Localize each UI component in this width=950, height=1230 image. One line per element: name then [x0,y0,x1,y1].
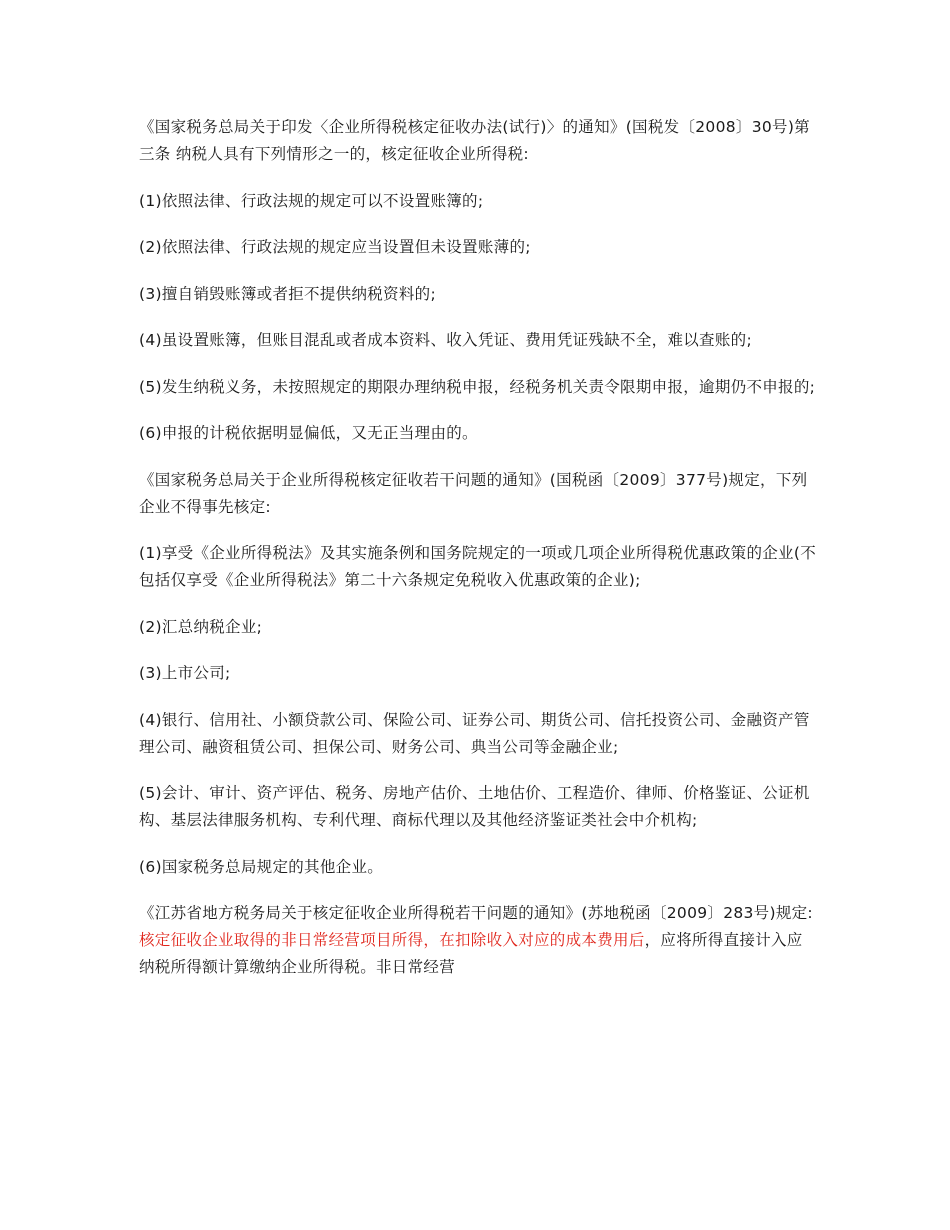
paragraph-guoshuifa-2008-30: 《国家税务总局关于印发〈企业所得税核定征收办法(试行)〉的通知》(国税发〔2008〕30号)第三条 纳税人具有下列情形之一的，核定征收企业所得税: [139,118,810,163]
document-page [139,114,817,1001]
list-item-4: (4)虽设置账簿，但账目混乱或者成本资料、收入凭证、费用凭证残缺不全，难以查账的; [139,331,752,349]
list-item-3: (3)擅自销毁账簿或者拒不提供纳税资料的; [139,284,436,303]
paragraph-guoshuihan-2009-377: 《国家税务总局关于企业所得税核定征收若干问题的通知》(国税函〔2009〕377号)规定，下列企业不得事先核定: [139,470,808,516]
list-item-6: (6)国家税务总局规定的其他企业。 [139,857,384,876]
paragraph-tail-text: ，应将所得直接计入应纳税所得额计算缴纳企业所得税。非日常经营 [139,931,803,976]
list-item-4: (4)银行、信用社、小额贷款公司、保险公司、证券公司、期货公司、信托投资公司、金融资产管理公司、融资租赁公司、担保公司、财务公司、典当公司等金融企业; [139,710,810,756]
list-item-5: (5)发生纳税义务，未按照规定的期限办理纳税申报，经税务机关责令限期申报，逾期仍不申报的; [139,377,816,396]
list-item-2: (2)汇总纳税企业; [139,617,263,636]
list-item-3: (3)上市公司; [139,664,231,682]
list-item-1: (1)依照法律、行政法规的规定可以不设置账簿的; [139,191,484,210]
paragraph-sudishuihan-2009-283 [139,900,817,981]
paragraph-lead-text: 《江苏省地方税务局关于核定征收企业所得税若干问题的通知》(苏地税函〔2009〕283号)规定: [139,904,813,922]
highlighted-text: 核定征收企业取得的非日常经营项目所得，在扣除收入对应的成本费用后 [139,931,645,949]
list-item-2: (2)依照法律、行政法规的规定应当设置但未设置账薄的; [139,238,531,256]
list-item-5: (5)会计、审计、资产评估、税务、房地产估价、土地估价、工程造价、律师、价格鉴证、公证机构、基层法律服务机构、专利代理、商标代理以及其他经济鉴证类社会中介机构; [139,784,810,829]
list-item-6: (6)申报的计税依据明显偏低，又无正当理由的。 [139,424,478,442]
list-item-1: (1)享受《企业所得税法》及其实施条例和国务院规定的一项或几项企业所得税优惠政策的企业(不包括仅享受《企业所得税法》第二十六条规定免税收入优惠政策的企业); [139,544,817,589]
